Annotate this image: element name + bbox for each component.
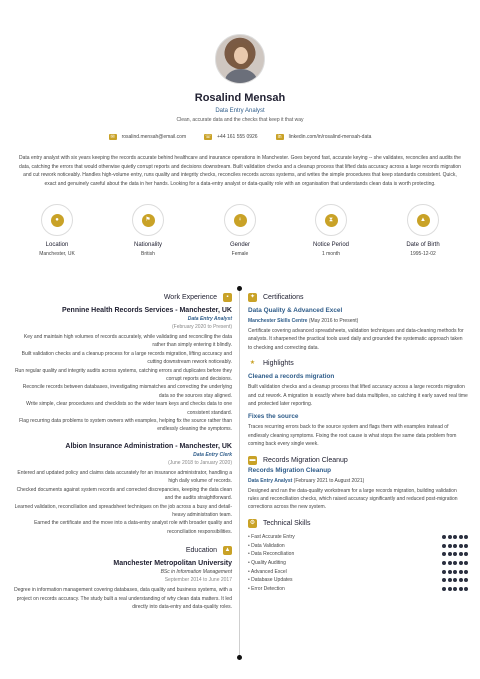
work-org: Pennine Health Records Services - Manchester, UK	[61, 307, 232, 314]
certificate-icon: ✦	[249, 294, 256, 300]
hourglass-icon: ⧗	[325, 214, 338, 227]
work-dates: (June 2018 to January 2020)	[168, 459, 232, 466]
work-entry	[12, 443, 232, 536]
skill-level	[442, 552, 468, 556]
work-bullets: Key and maintain high volumes of records accurately, while validating and reconciling the data rather than simply entering it blindly. Built validation checks and a cleanup process for a large records migration, lifting accuracy and cutting downstream rework noticeably. Run regular quality and integrity audits across systems, catching errors and duplicates before they corrupt reports and decisions. Reconcile records between databases, investigating mismatches and correcting the underlying data so the sources stay aligned. Write simple, clear procedures and checklists so the wider team keys and checks data to one consistent standard. Flag recurring data problems to system owners with examples, helping fix the source rather than endlessly cleaning the symptoms.	[14, 334, 232, 433]
skill-dot	[453, 535, 457, 539]
highlight-title: Cleaned a records migration	[248, 373, 335, 381]
skill-dot	[459, 552, 463, 556]
skill-item: • Data Validation	[248, 541, 468, 550]
fact-nationality: ⚑ Nationality British	[108, 204, 188, 257]
education-degree: BSc in Information Management	[160, 569, 232, 576]
folder-icon: ▬	[249, 456, 256, 463]
skill-level	[442, 587, 468, 591]
technical-skills-heading: ⚙ Technical Skills	[249, 519, 311, 527]
star-icon: ★	[249, 360, 256, 367]
highlight-title-2: Fixes the source	[248, 413, 299, 421]
email-icon: ✉	[110, 134, 115, 140]
skill-dot	[442, 578, 446, 582]
fact-date-of-birth: ▲ Date of Birth 1995-12-02	[383, 204, 463, 257]
skill-dot	[464, 587, 468, 591]
timeline-dot-top	[237, 286, 242, 291]
certifications-heading: ✦ Certifications	[249, 294, 304, 301]
skill-dot	[453, 544, 457, 548]
skill-dot	[448, 570, 452, 574]
skill-dot	[448, 578, 452, 582]
skill-dot	[442, 570, 446, 574]
skill-dot	[442, 544, 446, 548]
location-pin-icon: ●	[51, 214, 64, 227]
skill-item: • Quality Auditing	[248, 559, 468, 568]
skill-item: • Data Reconciliation	[248, 550, 468, 559]
skill-item: • Advanced Excel	[248, 567, 468, 576]
skill-dot	[442, 552, 446, 556]
timeline-dot-bottom	[237, 655, 242, 660]
skill-item: • Database Updates	[248, 576, 468, 585]
skill-dot	[464, 578, 468, 582]
work-title: Data Entry Analyst	[187, 316, 232, 322]
contact-linkedin-text: linkedin.com/in/rosalind-mensah-data	[288, 134, 372, 140]
skill-dot	[459, 561, 463, 565]
candidate-name: Rosalind Mensah	[194, 92, 286, 104]
fact-notice-period: ⧗ Notice Period 1 month	[291, 204, 371, 257]
skill-dot	[453, 561, 457, 565]
candidate-tagline: Clean, accurate data and the checks that keep it that way	[176, 117, 304, 123]
certification-meta: Manchester Skills Centre (May 2016 to Present)	[248, 318, 359, 324]
skill-level	[442, 561, 468, 565]
education-school: Manchester Metropolitan University	[113, 560, 232, 568]
skill-dot	[459, 544, 463, 548]
skill-level	[442, 578, 468, 582]
skill-dot	[453, 570, 457, 574]
contact-phone[interactable]	[204, 134, 257, 140]
skill-item: • Fast Accurate Entry	[248, 533, 468, 542]
work-title: Data Entry Clerk	[193, 451, 232, 458]
contact-email-text: rosalind.mensah@email.com	[121, 134, 187, 140]
skill-dot	[464, 570, 468, 574]
cake-icon: ▲	[417, 214, 430, 227]
project-heading: ▬ Records Migration Cleanup	[249, 456, 348, 464]
skill-dot	[442, 561, 446, 565]
skill-dot	[448, 552, 452, 556]
skill-dot	[459, 587, 463, 591]
skill-level	[442, 535, 468, 539]
skill-dot	[459, 570, 463, 574]
skill-dot	[448, 587, 452, 591]
contact-phone-text: +44 161 555 0926	[217, 134, 258, 140]
skill-level	[442, 544, 468, 548]
highlight-body: Built validation checks and a cleanup process that lifted accuracy across a large records migration and cut rework. A migration is exactly where bad data multiplies, so catching it early saved real time and protected later reporting.	[248, 384, 468, 408]
phone-icon: ☏	[204, 134, 212, 140]
profile-summary: Data entry analyst with six years keeping the records accurate behind healthcare and insurance operations in Manchester. Goes beyond fast, accurate keying -- she validates, reconciles and audits the data, catching the errors that would otherwise quietly corrupt reports and decisions downstream. Built validation checks and a cleanup process that lifted data accuracy across a large records migration and cut rework noticeably. Handles high-volume entry, runs quality and integrity checks, reconciles records across systems, and writes the simple procedures that keep standards consistent. Quick, exact and genuinely careful about the data in her hands. Looking for a data-entry analyst or data-quality role with an organisation that understands clean data is worth protecting.	[19, 155, 461, 187]
education-dates: September 2014 to June 2017	[164, 577, 232, 584]
briefcase-icon: ▪	[223, 293, 232, 302]
work-org: Albion Insurance Administration - Manchester, UK	[65, 442, 232, 450]
highlight-body-2: Traces recurring errors back to the source system and flags them with examples instead of endlessly cleaning symptoms. Fixing the root cause is what stops the same data problem from coming back every single week.	[248, 424, 457, 448]
project-meta: Data Entry Analyst (February 2021 to August 2021)	[248, 477, 365, 484]
project-title: Records Migration Cleanup	[248, 466, 332, 474]
skill-item: • Error Detection	[248, 584, 468, 593]
linkedin-icon: in	[276, 134, 284, 140]
right-column	[248, 293, 468, 593]
skills-list	[248, 533, 468, 593]
contact-bar	[0, 134, 480, 140]
work-experience-heading: Work Experience ▪	[12, 293, 232, 302]
fact-gender: ♀ Gender Female	[200, 204, 280, 257]
skill-dot	[464, 535, 468, 539]
work-bullets: Entered and updated policy and claims data accurately for an insurance administrator, handling a high daily volume of records. Checked documents against system records and corrected discrepancies, keeping the data clean and the audits straightforward. Learned validation, reconciliation and spreadsheet techniques on the job across a busy and detail-heavy administration team. Earned the certificate and the move into a data-entry analyst role with broader quality and reconciliation responsibilities.	[14, 469, 232, 535]
timeline-line	[239, 290, 240, 658]
highlights-heading: ★ Highlights	[249, 360, 294, 368]
certification-title: Data Quality & Advanced Excel	[248, 307, 343, 314]
skill-level	[442, 570, 468, 574]
skill-dot	[459, 535, 463, 539]
skill-dot	[448, 535, 452, 539]
graduation-cap-icon: ▲	[224, 547, 231, 554]
fact-location: ● Location Manchester, UK	[17, 204, 97, 257]
contact-linkedin[interactable]	[276, 134, 372, 140]
skill-dot	[453, 552, 457, 556]
skill-dot	[459, 578, 463, 582]
left-column	[12, 293, 232, 611]
education-body: Degree in information management covering databases, data quality and business systems, with a project on records accuracy. The study built a real understanding of why clean data matters. It led directly into data-entry and data-quality roles.	[14, 587, 232, 610]
contact-email[interactable]	[109, 134, 187, 140]
flag-icon: ⚑	[142, 214, 155, 227]
skill-dot	[442, 587, 446, 591]
education-heading: Education ▲	[185, 547, 231, 555]
profile-photo	[215, 34, 265, 84]
skill-dot	[453, 587, 457, 591]
candidate-role: Data Entry Analyst	[215, 108, 265, 114]
project-body: Designed and ran the data-quality workstream for a large records migration, building validation rules and reconciliation checks, which raised accuracy significantly and reduced post-migration corrections across the new system.	[248, 487, 458, 511]
work-entry	[12, 307, 232, 434]
work-dates: (February 2020 to Present)	[171, 324, 232, 330]
skill-dot	[453, 578, 457, 582]
certification-body: Certificate covering advanced spreadsheets, validation techniques and data-cleaning methods for analysts. It sharpened the practical tools used daily and grounded the systematic approach taken to checking and correcting data.	[248, 328, 464, 351]
skill-dot	[464, 561, 468, 565]
skill-dot	[464, 544, 468, 548]
person-icon: ♀	[234, 214, 247, 227]
education-entry	[12, 560, 232, 611]
skill-dot	[448, 544, 452, 548]
gear-icon: ⚙	[249, 519, 256, 526]
skill-dot	[442, 535, 446, 539]
skill-dot	[448, 561, 452, 565]
skill-dot	[464, 552, 468, 556]
